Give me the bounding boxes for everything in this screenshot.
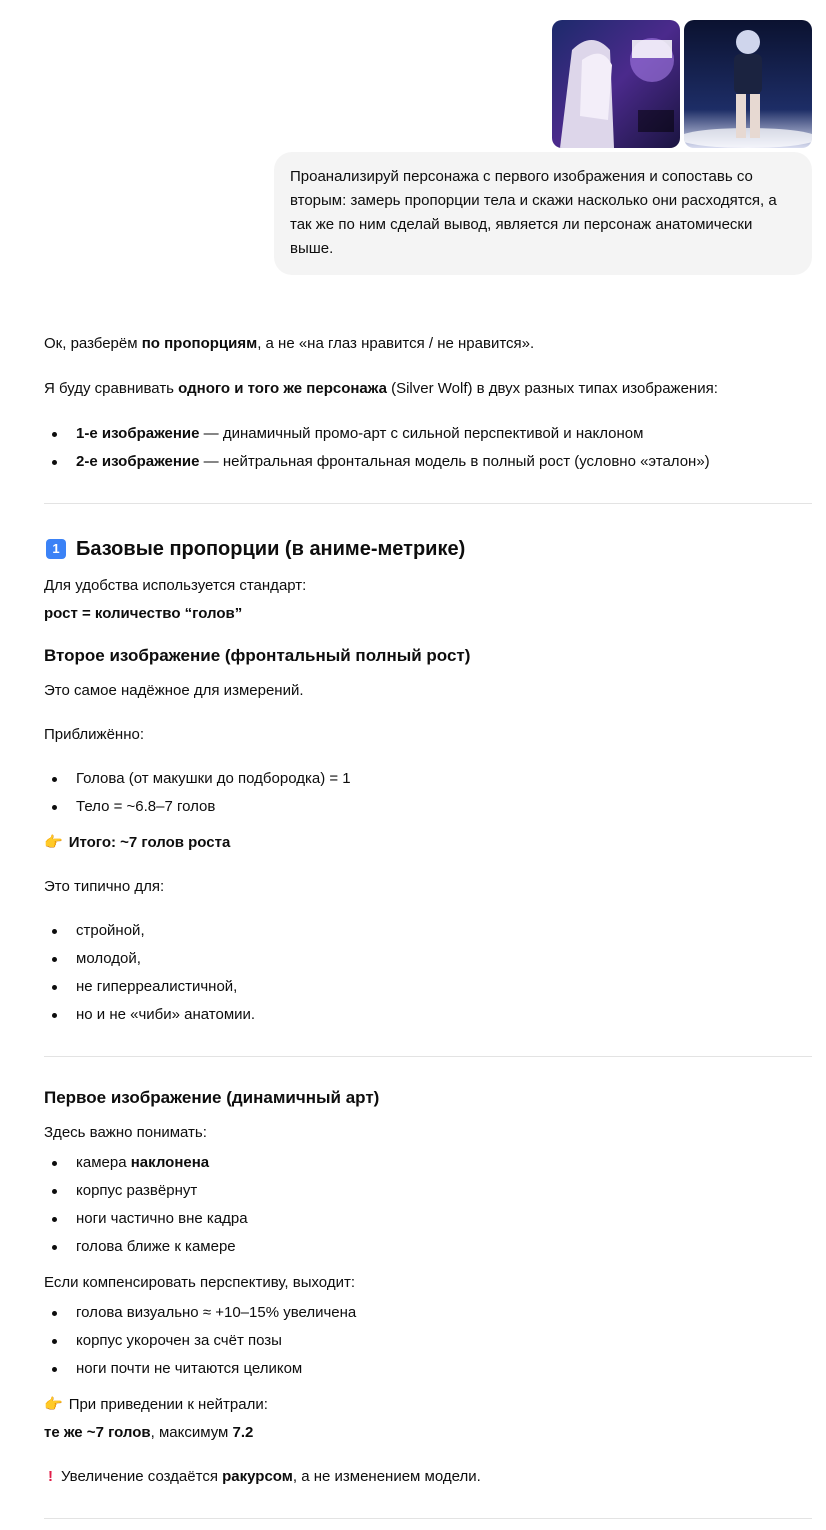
list-item: но и не «чиби» анатомии. — [44, 1001, 812, 1029]
subsection-title-first-image: Первое изображение (динамичный арт) — [44, 1088, 380, 1107]
note-text-a: Увеличение создаётся — [61, 1468, 223, 1485]
user-attachments — [552, 20, 812, 148]
intro2-text-a: Я буду сравнивать — [44, 380, 179, 397]
list-item: стройной, — [44, 917, 812, 945]
section-title: Базовые пропорции (в аниме-метрике) — [76, 538, 466, 560]
intro1-text-a: Ок, разберём — [44, 335, 142, 352]
neutral-result-value: 7.2 — [232, 1424, 254, 1441]
list-item — [44, 448, 812, 476]
list-item: корпус укорочен за счёт позы — [44, 1327, 812, 1355]
user-message-text: Проанализируй персонажа с первого изображения и сопоставь со вторым: замерь пропорции тела и скажи насколько они расходятся, а так же по ним сделай вывод, является ли персонаж анатомически выше. — [290, 168, 777, 257]
result-line — [44, 829, 812, 857]
neutral-result-text: , максимум — [150, 1424, 233, 1441]
list-item: молодой, — [44, 945, 812, 973]
list-item: ноги почти не читаются целиком — [44, 1355, 812, 1383]
list-item: не гиперреалистичной, — [44, 973, 812, 1001]
divider — [44, 1056, 812, 1057]
intro2-text-c: (Silver Wolf) в двух разных типах изображения: — [386, 380, 718, 397]
standard-formula — [44, 600, 812, 628]
typical-label: Это типично для: — [44, 878, 165, 895]
standard-formula-text: рост = количество “голов” — [44, 605, 243, 622]
list-item: голова ближе к камере — [44, 1233, 812, 1261]
list-item-bold: 1-е изображение — [76, 425, 200, 442]
pointing-hand-icon: 👉 — [44, 834, 63, 851]
important-label: Здесь важно понимать: — [44, 1124, 207, 1141]
intro1-text-c: , а не «на глаз нравится / не нравится». — [257, 335, 535, 352]
list-item: корпус развёрнут — [44, 1177, 812, 1205]
intro2-text-bold: одного и того же персонажа — [178, 380, 387, 397]
attachment-image-2[interactable] — [684, 20, 812, 148]
list-item-text: — динамичный промо-арт с сильной перспективой и наклоном — [199, 425, 644, 442]
subsection-title-second-image: Второе изображение (фронтальный полный рост) — [44, 646, 471, 665]
first-image-points — [44, 1149, 812, 1261]
intro-paragraph-2 — [44, 375, 812, 403]
list-item-text: камера — [76, 1154, 131, 1171]
typical-list — [44, 917, 812, 1029]
pointing-hand-icon: 👉 — [44, 1396, 63, 1413]
neutral-line — [44, 1391, 812, 1419]
list-item-bold: 2-е изображение — [76, 453, 200, 470]
exclamation-icon: ! — [48, 1468, 53, 1485]
assistant-response — [44, 330, 812, 1519]
list-item: Тело = ~6.8–7 голов — [44, 793, 812, 821]
compensation-label: Если компенсировать перспективу, выходит: — [44, 1274, 355, 1291]
reliability-note: Это самое надёжное для измерений. — [44, 682, 304, 699]
keycap-1-icon: 1 — [46, 539, 66, 559]
intro1-text-bold: по пропорциям — [141, 335, 258, 352]
user-message-bubble — [274, 152, 812, 275]
attachment-image-1[interactable] — [552, 20, 680, 148]
note-text-bold: ракурсом — [222, 1468, 293, 1485]
neutral-result — [44, 1419, 812, 1447]
result-text: Итого: ~7 голов роста — [68, 834, 231, 851]
list-item-bold: наклонена — [130, 1154, 210, 1171]
neutral-text: При приведении к нейтрали: — [68, 1396, 268, 1413]
list-item: ноги частично вне кадра — [44, 1205, 812, 1233]
list-item: голова визуально ≈ +10–15% увеличена — [44, 1299, 812, 1327]
intro-paragraph-1 — [44, 330, 812, 358]
compensation-list — [44, 1299, 812, 1383]
divider — [44, 1518, 812, 1519]
list-item-text: — нейтральная фронтальная модель в полный рост (условно «эталон») — [199, 453, 710, 470]
section-heading — [44, 534, 812, 564]
note-text-c: , а не изменением модели. — [292, 1468, 481, 1485]
note-line — [44, 1463, 812, 1491]
image-types-list — [44, 420, 812, 476]
approx-label: Приближённо: — [44, 726, 145, 743]
neutral-result-bold: те же ~7 голов — [44, 1424, 151, 1441]
list-item — [44, 420, 812, 448]
list-item: Голова (от макушки до подбородка) = 1 — [44, 765, 812, 793]
divider — [44, 503, 812, 504]
list-item — [44, 1149, 812, 1177]
measurements-list — [44, 765, 812, 821]
standard-intro: Для удобства используется стандарт: — [44, 577, 307, 594]
